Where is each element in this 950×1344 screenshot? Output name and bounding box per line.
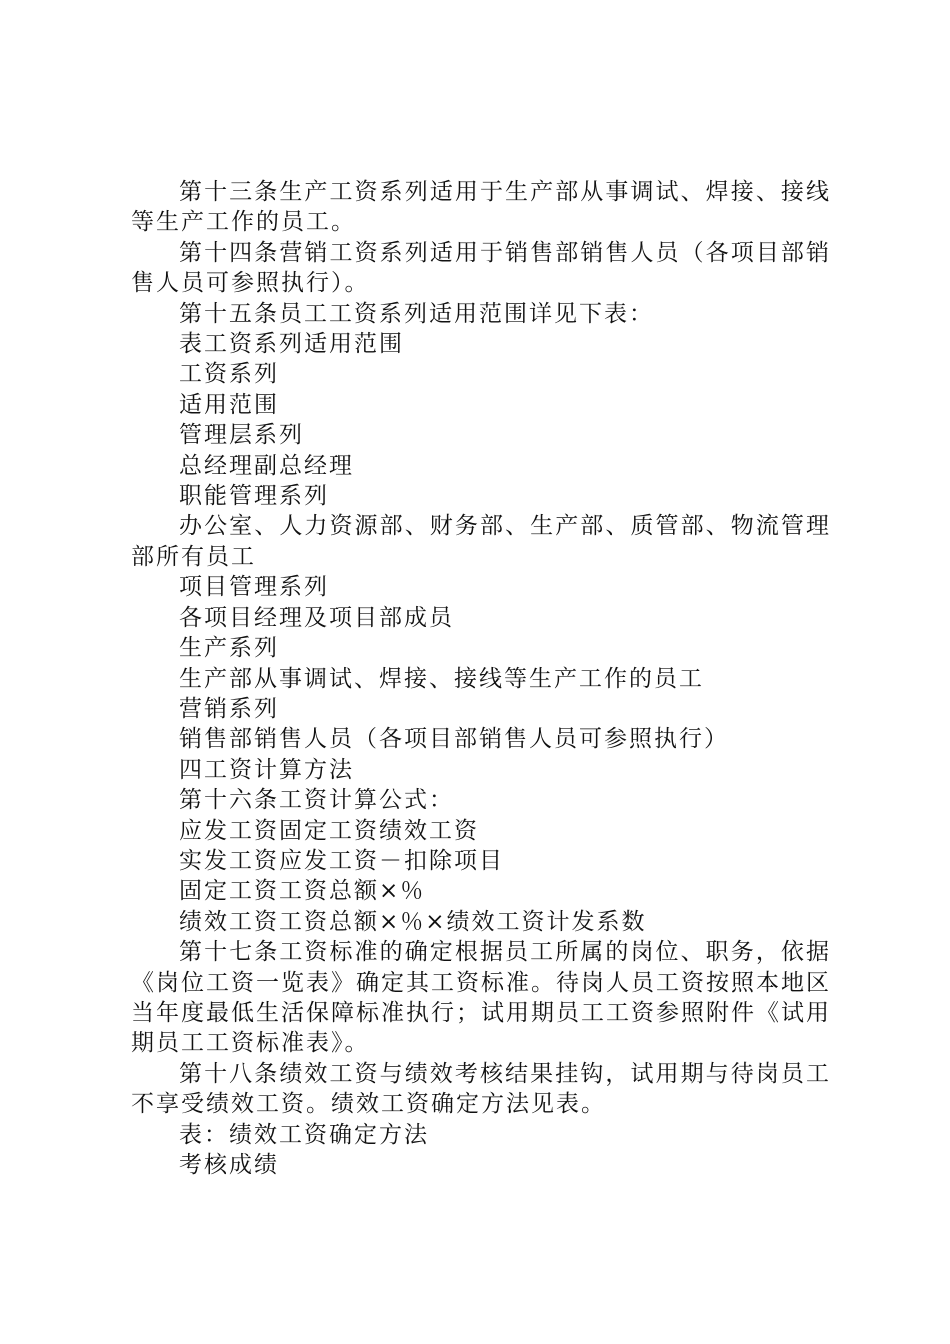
paragraph-article-16: 第十六条工资计算公式： xyxy=(179,787,454,814)
paragraph-article-17: 第十七条工资标准的确定根据员工所属的岗位、职务，依据《岗位工资一览表》确定其工资标准。待岗人员工资按照本地区当年度最低生活保障标准执行；试用期员工工资参照附件《试用期员工工资标准表》。 xyxy=(131,939,831,1057)
table-cell-functional-series: 职能管理系列 xyxy=(179,483,329,510)
formula-net-salary: 实发工资应发工资－扣除项目 xyxy=(179,847,504,874)
table-cell-production-series: 生产系列 xyxy=(179,635,279,662)
formula-performance-salary: 绩效工资工资总额×％×绩效工资计发系数 xyxy=(179,908,647,935)
table-cell-sales-series: 营销系列 xyxy=(179,695,279,722)
table-cell-functional-scope: 办公室、人力资源部、财务部、生产部、质管部、物流管理部所有员工 xyxy=(131,513,831,570)
table-header-salary-series: 工资系列 xyxy=(179,361,279,388)
table-cell-management-series: 管理层系列 xyxy=(179,422,304,449)
document-body xyxy=(131,177,831,1180)
paragraph-article-18: 第十八条绩效工资与绩效考核结果挂钩，试用期与待岗员工不享受绩效工资。绩效工资确定方法见表。 xyxy=(131,1060,831,1118)
table-header-assessment-score: 考核成绩 xyxy=(179,1152,279,1178)
table-caption-performance: 表：绩效工资确定方法 xyxy=(179,1121,429,1148)
formula-fixed-salary: 固定工资工资总额×％ xyxy=(179,878,426,905)
paragraph-article-15: 第十五条员工工资系列适用范围详见下表： xyxy=(179,300,654,327)
table-caption-salary-series: 表工资系列适用范围 xyxy=(179,331,404,358)
table-cell-project-scope: 各项目经理及项目部成员 xyxy=(179,604,454,631)
table-cell-project-series: 项目管理系列 xyxy=(179,574,329,601)
table-cell-production-scope: 生产部从事调试、焊接、接线等生产工作的员工 xyxy=(179,665,704,692)
table-cell-management-scope: 总经理副总经理 xyxy=(179,452,354,479)
paragraph-article-14: 第十四条营销工资系列适用于销售部销售人员（各项目部销售人员可参照执行）。 xyxy=(131,239,831,297)
paragraph-article-13: 第十三条生产工资系列适用于生产部从事调试、焊接、接线等生产工作的员工。 xyxy=(131,179,831,236)
section-heading-calculation: 四工资计算方法 xyxy=(179,756,354,783)
formula-gross-salary: 应发工资固定工资绩效工资 xyxy=(179,817,479,844)
table-header-scope: 适用范围 xyxy=(179,391,279,418)
table-cell-sales-scope: 销售部销售人员（各项目部销售人员可参照执行） xyxy=(179,726,729,753)
